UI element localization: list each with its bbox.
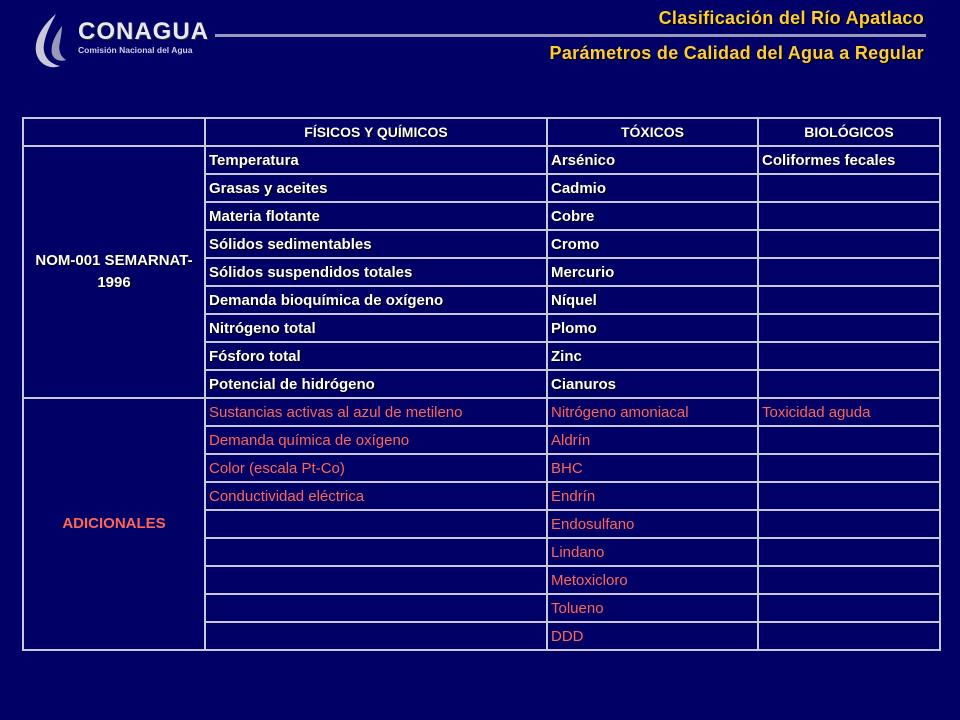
- water-drop-logo-icon: [30, 10, 74, 72]
- table-cell: [205, 566, 547, 594]
- table-cell: [758, 202, 940, 230]
- table-cell: [758, 370, 940, 398]
- table-cell: [758, 342, 940, 370]
- table-cell: Aldrín: [547, 426, 758, 454]
- table-cell: Conductividad eléctrica: [205, 482, 547, 510]
- title-divider: [215, 34, 926, 37]
- table-cell: Endrín: [547, 482, 758, 510]
- table-cell: [758, 622, 940, 650]
- table-cell: [758, 230, 940, 258]
- table-cell: Arsénico: [547, 146, 758, 174]
- table-cell: Demanda química de oxígeno: [205, 426, 547, 454]
- page-title: Clasificación del Río Apatlaco: [658, 8, 924, 28]
- table-body: [23, 146, 940, 650]
- table-cell: [205, 594, 547, 622]
- table-cell: [205, 622, 547, 650]
- table-cell: [758, 454, 940, 482]
- table-cell: Zinc: [547, 342, 758, 370]
- table-header-row: [23, 118, 940, 146]
- table-cell: [758, 510, 940, 538]
- table-cell: Nitrógeno amoniacal: [547, 398, 758, 426]
- table-cell: [758, 594, 940, 622]
- table-cell: Mercurio: [547, 258, 758, 286]
- table-cell: [758, 286, 940, 314]
- group-label: NOM-001 SEMARNAT-1996: [23, 146, 205, 398]
- table-cell: Nitrógeno total: [205, 314, 547, 342]
- table-cell: [758, 538, 940, 566]
- table-cell: Tolueno: [547, 594, 758, 622]
- table-cell: Lindano: [547, 538, 758, 566]
- column-header: TÓXICOS: [547, 118, 758, 146]
- table-cell: Sólidos suspendidos totales: [205, 258, 547, 286]
- conagua-logo: [30, 8, 230, 76]
- table-cell: Metoxicloro: [547, 566, 758, 594]
- table-cell: Color (escala Pt-Co): [205, 454, 547, 482]
- table-cell: Toxicidad aguda: [758, 398, 940, 426]
- table-cell: Temperatura: [205, 146, 547, 174]
- table-cell: Cadmio: [547, 174, 758, 202]
- table-cell: Níquel: [547, 286, 758, 314]
- table-row: [23, 146, 940, 174]
- table-cell: [758, 426, 940, 454]
- table-cell: [758, 174, 940, 202]
- logo-text: CONAGUA: [78, 18, 209, 45]
- column-header: [23, 118, 205, 146]
- table-cell: Fósforo total: [205, 342, 547, 370]
- table-cell: Sustancias activas al azul de metileno: [205, 398, 547, 426]
- table-cell: Potencial de hidrógeno: [205, 370, 547, 398]
- column-header: FÍSICOS Y QUÍMICOS: [205, 118, 547, 146]
- table-cell: Cobre: [547, 202, 758, 230]
- group-label: ADICIONALES: [23, 398, 205, 650]
- table-row: [23, 398, 940, 426]
- page-subtitle: Parámetros de Calidad del Agua a Regular: [549, 43, 924, 63]
- table-cell: Endosulfano: [547, 510, 758, 538]
- table-cell: [205, 538, 547, 566]
- table-cell: [758, 258, 940, 286]
- table-cell: Grasas y aceites: [205, 174, 547, 202]
- table-cell: Sólidos sedimentables: [205, 230, 547, 258]
- logo-subtitle: Comisión Nacional del Agua: [78, 45, 193, 55]
- table-cell: BHC: [547, 454, 758, 482]
- table-cell: [205, 510, 547, 538]
- table-cell: DDD: [547, 622, 758, 650]
- table-cell: Plomo: [547, 314, 758, 342]
- table-cell: [758, 566, 940, 594]
- parameters-table: [22, 117, 941, 651]
- table-cell: Demanda bioquímica de oxígeno: [205, 286, 547, 314]
- table-cell: Coliformes fecales: [758, 146, 940, 174]
- table-cell: [758, 314, 940, 342]
- table-cell: [758, 482, 940, 510]
- table-cell: Cianuros: [547, 370, 758, 398]
- table-cell: Cromo: [547, 230, 758, 258]
- table-cell: Materia flotante: [205, 202, 547, 230]
- column-header: BIOLÓGICOS: [758, 118, 940, 146]
